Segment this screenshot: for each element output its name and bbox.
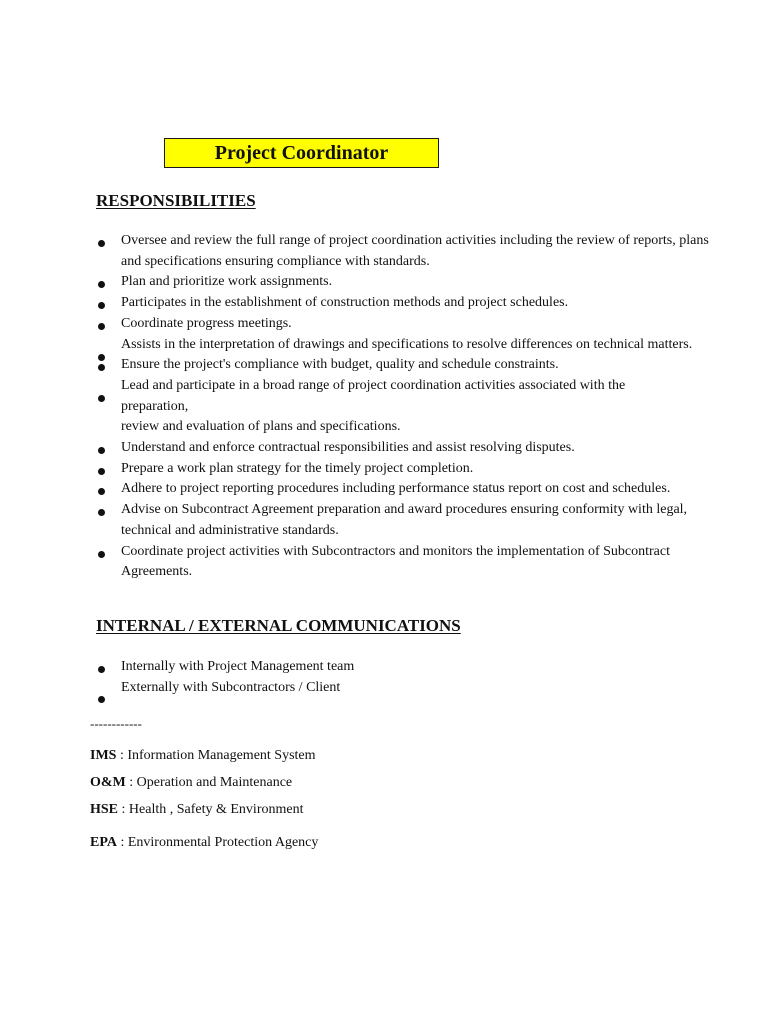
bullet-icon <box>98 281 105 288</box>
bullet-icon <box>98 240 105 247</box>
list-item: Oversee and review the full range of project coordination activities including the review of reports, plans and specifications ensuring compliance with standards. <box>0 231 731 272</box>
bullet-icon <box>98 323 105 330</box>
bullet-icon <box>98 666 105 673</box>
list-item: Plan and prioritize work assignments. <box>0 272 731 293</box>
bullet-icon <box>98 696 105 703</box>
bullet-icon <box>98 447 105 454</box>
bullet-icon <box>98 468 105 475</box>
abbreviation-om: O&M : Operation and Maintenance <box>90 775 293 790</box>
bullet-icon <box>98 488 105 495</box>
bullet-icon <box>98 551 105 558</box>
bullet-icon <box>98 364 105 371</box>
bullet-icon <box>98 395 105 402</box>
bullet-icon <box>98 509 105 516</box>
responsibilities-heading: RESPONSIBILITIES <box>96 191 256 210</box>
page-title: Project Coordinator <box>164 138 439 168</box>
list-item: Prepare a work plan strategy for the timely project completion. <box>0 459 731 480</box>
abbreviation-hse: HSE : Health , Safety & Environment <box>90 802 304 817</box>
communications-heading: INTERNAL / EXTERNAL COMMUNICATIONS <box>96 616 461 635</box>
list-item: Ensure the project's compliance with budget, quality and schedule constraints. <box>0 355 731 376</box>
list-item: Adhere to project reporting procedures including performance status report on cost and schedules. <box>0 479 731 500</box>
list-item: Lead and participate in a broad range of project coordination activities associated with the preparation, review and evaluation of plans and specifications. <box>0 376 691 438</box>
separator-line: ------------ <box>90 716 142 731</box>
list-item: Advise on Subcontract Agreement preparation and award procedures ensuring conformity with legal, technical and administrative standards. <box>0 500 711 541</box>
abbreviation-epa: EPA : Environmental Protection Agency <box>90 835 319 850</box>
responsibilities-list <box>0 231 731 583</box>
list-item: Understand and enforce contractual responsibilities and assist resolving disputes. <box>0 438 731 459</box>
abbreviation-ims: IMS : Information Management System <box>90 748 316 763</box>
list-item: Coordinate progress meetings. <box>0 314 731 335</box>
list-item: Assists in the interpretation of drawings and specifications to resolve differences on technical matters. <box>0 335 706 356</box>
list-item: Externally with Subcontractors / Client <box>0 678 731 699</box>
list-item: Participates in the establishment of construction methods and project schedules. <box>0 293 731 314</box>
bullet-icon <box>98 302 105 309</box>
list-item: Coordinate project activities with Subcontractors and monitors the implementation of Subcontract Agreements. <box>0 542 721 583</box>
list-item: Internally with Project Management team <box>0 657 731 678</box>
communications-list <box>0 657 731 698</box>
